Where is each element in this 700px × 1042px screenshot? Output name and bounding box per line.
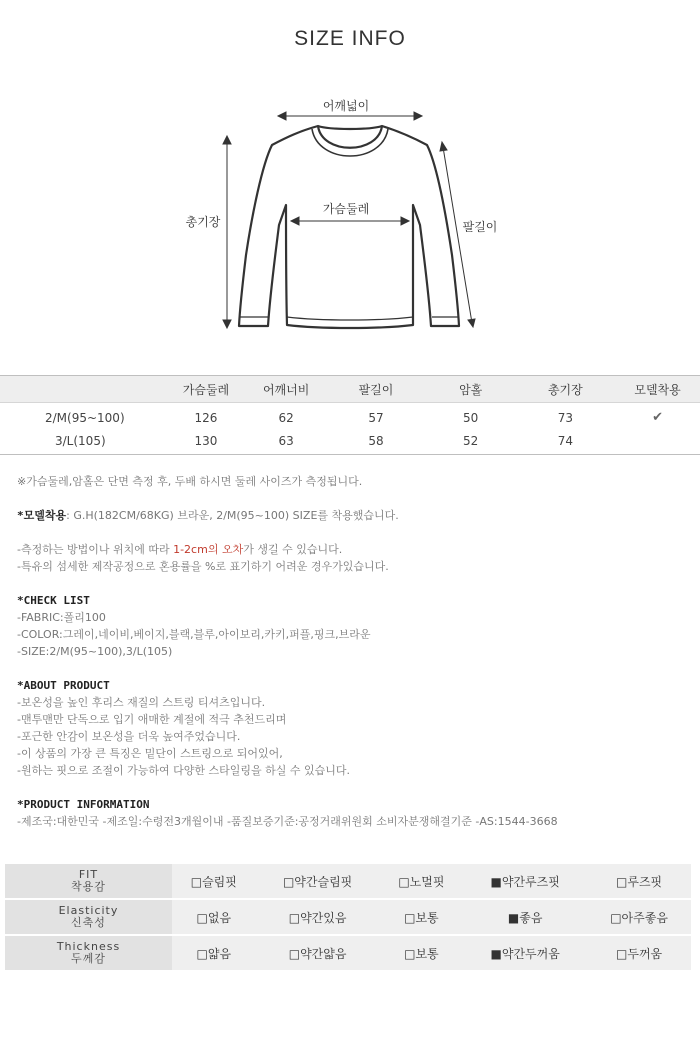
list-item: -맨투맨만 단독으로 입기 애매한 계절에 적극 추천드리며 [17, 713, 287, 726]
armhole-cell: 52 [426, 429, 516, 455]
fit-option: □약간슬림핏 [256, 864, 380, 899]
fit-option-selected: ■약간루즈핏 [463, 864, 587, 899]
blend-note: -특유의 섬세한 제작공정으로 혼용률을 %로 표기하기 어려운 경우가있습니다. [17, 560, 389, 573]
chest-cell: 130 [166, 429, 246, 455]
size-cell: 2/M(95~100) [45, 410, 125, 425]
sleeve-cell: 57 [368, 410, 384, 425]
size-cell: 3/L(105) [0, 429, 166, 455]
shoulder-label: 어깨넓이 [322, 99, 370, 113]
size-col-header [0, 376, 166, 403]
page-title: SIZE INFO [294, 27, 406, 50]
armhole-cell: 50 [463, 410, 479, 425]
thickness-header: Thickness 두께감 [5, 935, 172, 971]
model-check-cell [615, 429, 700, 455]
shoulder-cell: 63 [246, 429, 326, 455]
list-item: -SIZE:2/M(95~100),3/L(105) [17, 645, 173, 658]
table-row [0, 429, 700, 455]
length-col-header: 총기장 [516, 376, 616, 403]
size-table-header [0, 376, 700, 403]
shoulder-cell: 62 [278, 410, 294, 425]
elasticity-row [5, 899, 691, 935]
thickness-option: □보통 [380, 935, 464, 971]
fit-row [5, 864, 691, 899]
measure-note: ※가슴둘레,암홀은 단면 측정 후, 두배 하시면 둘레 사이즈가 측정됩니다. [17, 475, 363, 488]
length-label: 총기장 [185, 215, 221, 229]
elasticity-option: □아주좋음 [587, 899, 691, 935]
product-info-text: -제조국:대한민국 -제조일:수령전3개월이내 -품질보증기준:공정거래위원회 소비자분쟁해결기준 -AS:1544-3668 [17, 815, 558, 828]
tshirt-size-diagram [0, 85, 700, 345]
length-cell: 73 [557, 410, 573, 425]
list-item: -이 상품의 가장 큰 특징은 밑단이 스트링으로 되어있어, [17, 747, 283, 760]
sleeve-cell: 58 [326, 429, 426, 455]
product-notes [17, 473, 687, 830]
check-list-title: *CHECK LIST [17, 594, 90, 607]
sleeve-label: 팔길이 [462, 220, 498, 234]
sleeve-col-header: 팔길이 [326, 376, 426, 403]
error-highlight: 1-2cm의 오차 [173, 543, 244, 556]
list-item: -포근한 안감이 보온성을 더욱 높여주었습니다. [17, 730, 241, 743]
product-info-title: *PRODUCT INFORMATION [17, 798, 150, 811]
list-item: -FABRIC:폴리100 [17, 611, 106, 624]
thickness-option: □얇음 [172, 935, 256, 971]
measure-arrows [223, 112, 475, 328]
fit-header: FIT 착용감 [5, 864, 172, 899]
list-item: -COLOR:그레이,네이비,베이지,블랙,블루,아이보리,카키,퍼플,핑크,브라운 [17, 628, 371, 641]
chest-cell: 126 [194, 410, 218, 425]
elasticity-option: □보통 [380, 899, 464, 935]
feature-table [5, 864, 691, 972]
thickness-option: □약간얇음 [256, 935, 380, 971]
size-table [0, 375, 700, 455]
elasticity-option-selected: ■좋음 [463, 899, 587, 935]
model-check-icon: ✔ [652, 410, 663, 425]
thickness-option: □두꺼움 [587, 935, 691, 971]
list-item: -원하는 핏으로 조절이 가능하여 다양한 스타일링을 하실 수 있습니다. [17, 764, 350, 777]
shoulder-col-header: 어깨너비 [246, 376, 326, 403]
elasticity-header: Elasticity 신축성 [5, 899, 172, 935]
chest-label: 가슴둘레 [322, 202, 370, 216]
fit-option: □노멀핏 [380, 864, 464, 899]
thickness-row [5, 935, 691, 971]
elasticity-option: □약간있음 [256, 899, 380, 935]
table-row [0, 403, 700, 430]
chest-col-header: 가슴둘레 [166, 376, 246, 403]
model-col-header: 모델착용 [615, 376, 700, 403]
tshirt-outline [239, 126, 459, 328]
error-note: -측정하는 방법이나 위치에 따라 1-2cm의 오차가 생길 수 있습니다. [17, 543, 343, 556]
armhole-col-header: 암홀 [426, 376, 516, 403]
fit-option: □슬림핏 [172, 864, 256, 899]
thickness-option-selected: ■약간두꺼움 [463, 935, 587, 971]
list-item: -보온성을 높인 후리스 재질의 스트링 티셔츠입니다. [17, 696, 266, 709]
elasticity-option: □없음 [172, 899, 256, 935]
model-label: *모델착용 [17, 509, 67, 522]
length-cell: 74 [516, 429, 616, 455]
fit-option: □루즈핏 [587, 864, 691, 899]
model-note [17, 507, 687, 524]
model-text: : G.H(182CM/68KG) 브라운, 2/M(95~100) SIZE를 착용했습니다. [66, 509, 399, 522]
about-product-title: *ABOUT PRODUCT [17, 679, 110, 692]
